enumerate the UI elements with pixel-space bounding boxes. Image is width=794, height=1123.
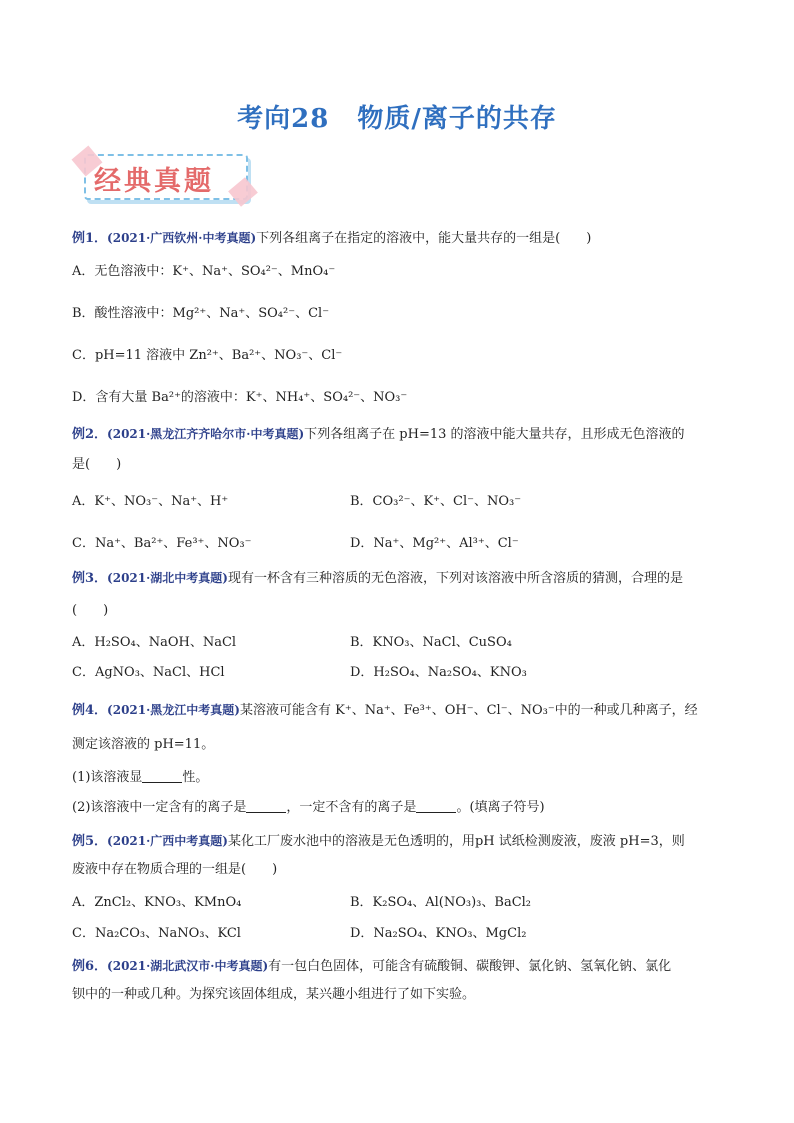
q2-option-a: A．K⁺、NO₃⁻、Na⁺、H⁺ (72, 494, 229, 509)
section-banner (76, 150, 248, 202)
q2-stem1: 下列各组离子在 pH=13 的溶液中能大量共存，且形成无色溶液的 (304, 427, 685, 442)
q4-blank-1[interactable] (142, 770, 182, 783)
q1-option-a: A．无色溶液中：K⁺、Na⁺、SO₄²⁻、MnO₄⁻ (72, 264, 336, 279)
q4-part1 (72, 769, 208, 787)
q6-number: 例6． (72, 959, 108, 974)
q3-stem-line1 (72, 569, 683, 588)
q1-source: (2021·广西钦州·中考真题) (107, 231, 257, 245)
q5-option-d: D．Na₂SO₄、KNO₃、MgCl₂ (350, 926, 527, 941)
q4-part1-text: (1)该溶液显 (72, 770, 143, 785)
q3-source: (2021·湖北中考真题) (107, 571, 228, 585)
title-part1: 考向28 (237, 104, 330, 134)
q5-number: 例5． (72, 834, 108, 849)
q5-option-c: C．Na₂CO₃、NaNO₃、KCl (72, 926, 241, 941)
q4-blank-2[interactable] (246, 800, 286, 813)
q1-stem-line (72, 229, 591, 248)
q2-option-d: D．Na⁺、Mg²⁺、Al³⁺、Cl⁻ (350, 536, 519, 551)
q6-stem-line2: 钡中的一种或几种。为探究该固体组成，某兴趣小组进行了如下实验。 (72, 987, 476, 1002)
q4-stem-line1 (72, 701, 698, 720)
q4-part2-text: (2)该溶液中一定含有的离子是 (72, 800, 247, 815)
q1-number: 例1． (72, 231, 108, 246)
q4-blank-3[interactable] (416, 800, 456, 813)
q4-part2-mid: ，一定不含有的离子是 (286, 800, 417, 815)
q5-stem1: 某化工厂废水池中的溶液是无色透明的，用pH 试纸检测废液，废液 pH=3，则 (227, 834, 685, 849)
q1-option-b: B．酸性溶液中：Mg²⁺、Na⁺、SO₄²⁻、Cl⁻ (72, 306, 330, 321)
q2-stem-line2: 是( ) (72, 457, 122, 472)
q5-stem-line1 (72, 832, 685, 851)
q5-option-b: B．K₂SO₄、Al(NO₃)₃、BaCl₂ (350, 895, 532, 910)
q4-part2-tail: 。(填离子符号) (456, 800, 545, 815)
q3-option-c: C．AgNO₃、NaCl、HCl (72, 665, 225, 680)
q4-stem1: 某溶液可能含有 K⁺、Na⁺、Fe³⁺、OH⁻、Cl⁻、NO₃⁻中的一种或几种离子，经 (239, 703, 698, 718)
q2-number: 例2． (72, 427, 108, 442)
q2-option-c: C．Na⁺、Ba²⁺、Fe³⁺、NO₃⁻ (72, 536, 252, 551)
q1-option-d: D．含有大量 Ba²⁺的溶液中：K⁺、NH₄⁺、SO₄²⁻、NO₃⁻ (72, 390, 408, 405)
banner-label: 经典真题 (94, 166, 214, 197)
q6-stem1: 有一包白色固体，可能含有硫酸铜、碳酸钾、氯化钠、氢氧化钠、氯化 (268, 959, 672, 974)
q3-option-a: A．H₂SO₄、NaOH、NaCl (72, 635, 237, 650)
q3-number: 例3． (72, 571, 108, 586)
q4-part1-tail: 性。 (182, 770, 209, 785)
q4-part2 (72, 799, 545, 817)
q1-option-c: C．pH=11 溶液中 Zn²⁺、Ba²⁺、NO₃⁻、Cl⁻ (72, 348, 343, 363)
q3-option-d: D．H₂SO₄、Na₂SO₄、KNO₃ (350, 665, 527, 680)
q5-option-a: A．ZnCl₂、KNO₃、KMnO₄ (72, 895, 242, 910)
title-part2: 物质/离子的共存 (357, 104, 557, 134)
q2-option-b: B．CO₃²⁻、K⁺、Cl⁻、NO₃⁻ (350, 494, 522, 509)
q5-source: (2021·广西中考真题) (107, 834, 228, 848)
q3-stem1: 现有一杯含有三种溶质的无色溶液，下列对该溶液中所含溶质的猜测，合理的是 (227, 571, 683, 586)
q4-stem-line2: 测定该溶液的 pH=11。 (72, 737, 215, 752)
q3-option-b: B．KNO₃、NaCl、CuSO₄ (350, 635, 512, 650)
q6-source: (2021·湖北武汉市·中考真题) (107, 959, 269, 973)
q4-source: (2021·黑龙江中考真题) (107, 703, 240, 717)
q3-stem-line2: ( ) (72, 603, 109, 618)
q2-stem-line1 (72, 425, 685, 444)
q6-stem-line1 (72, 957, 671, 976)
q1-stem: 下列各组离子在指定的溶液中，能大量共存的一组是( ) (256, 231, 592, 246)
q4-number: 例4． (72, 703, 108, 718)
q2-source: (2021·黑龙江齐齐哈尔市·中考真题) (107, 427, 305, 441)
q5-stem-line2: 废液中存在物质合理的一组是( ) (72, 862, 278, 877)
page-title (0, 98, 794, 135)
